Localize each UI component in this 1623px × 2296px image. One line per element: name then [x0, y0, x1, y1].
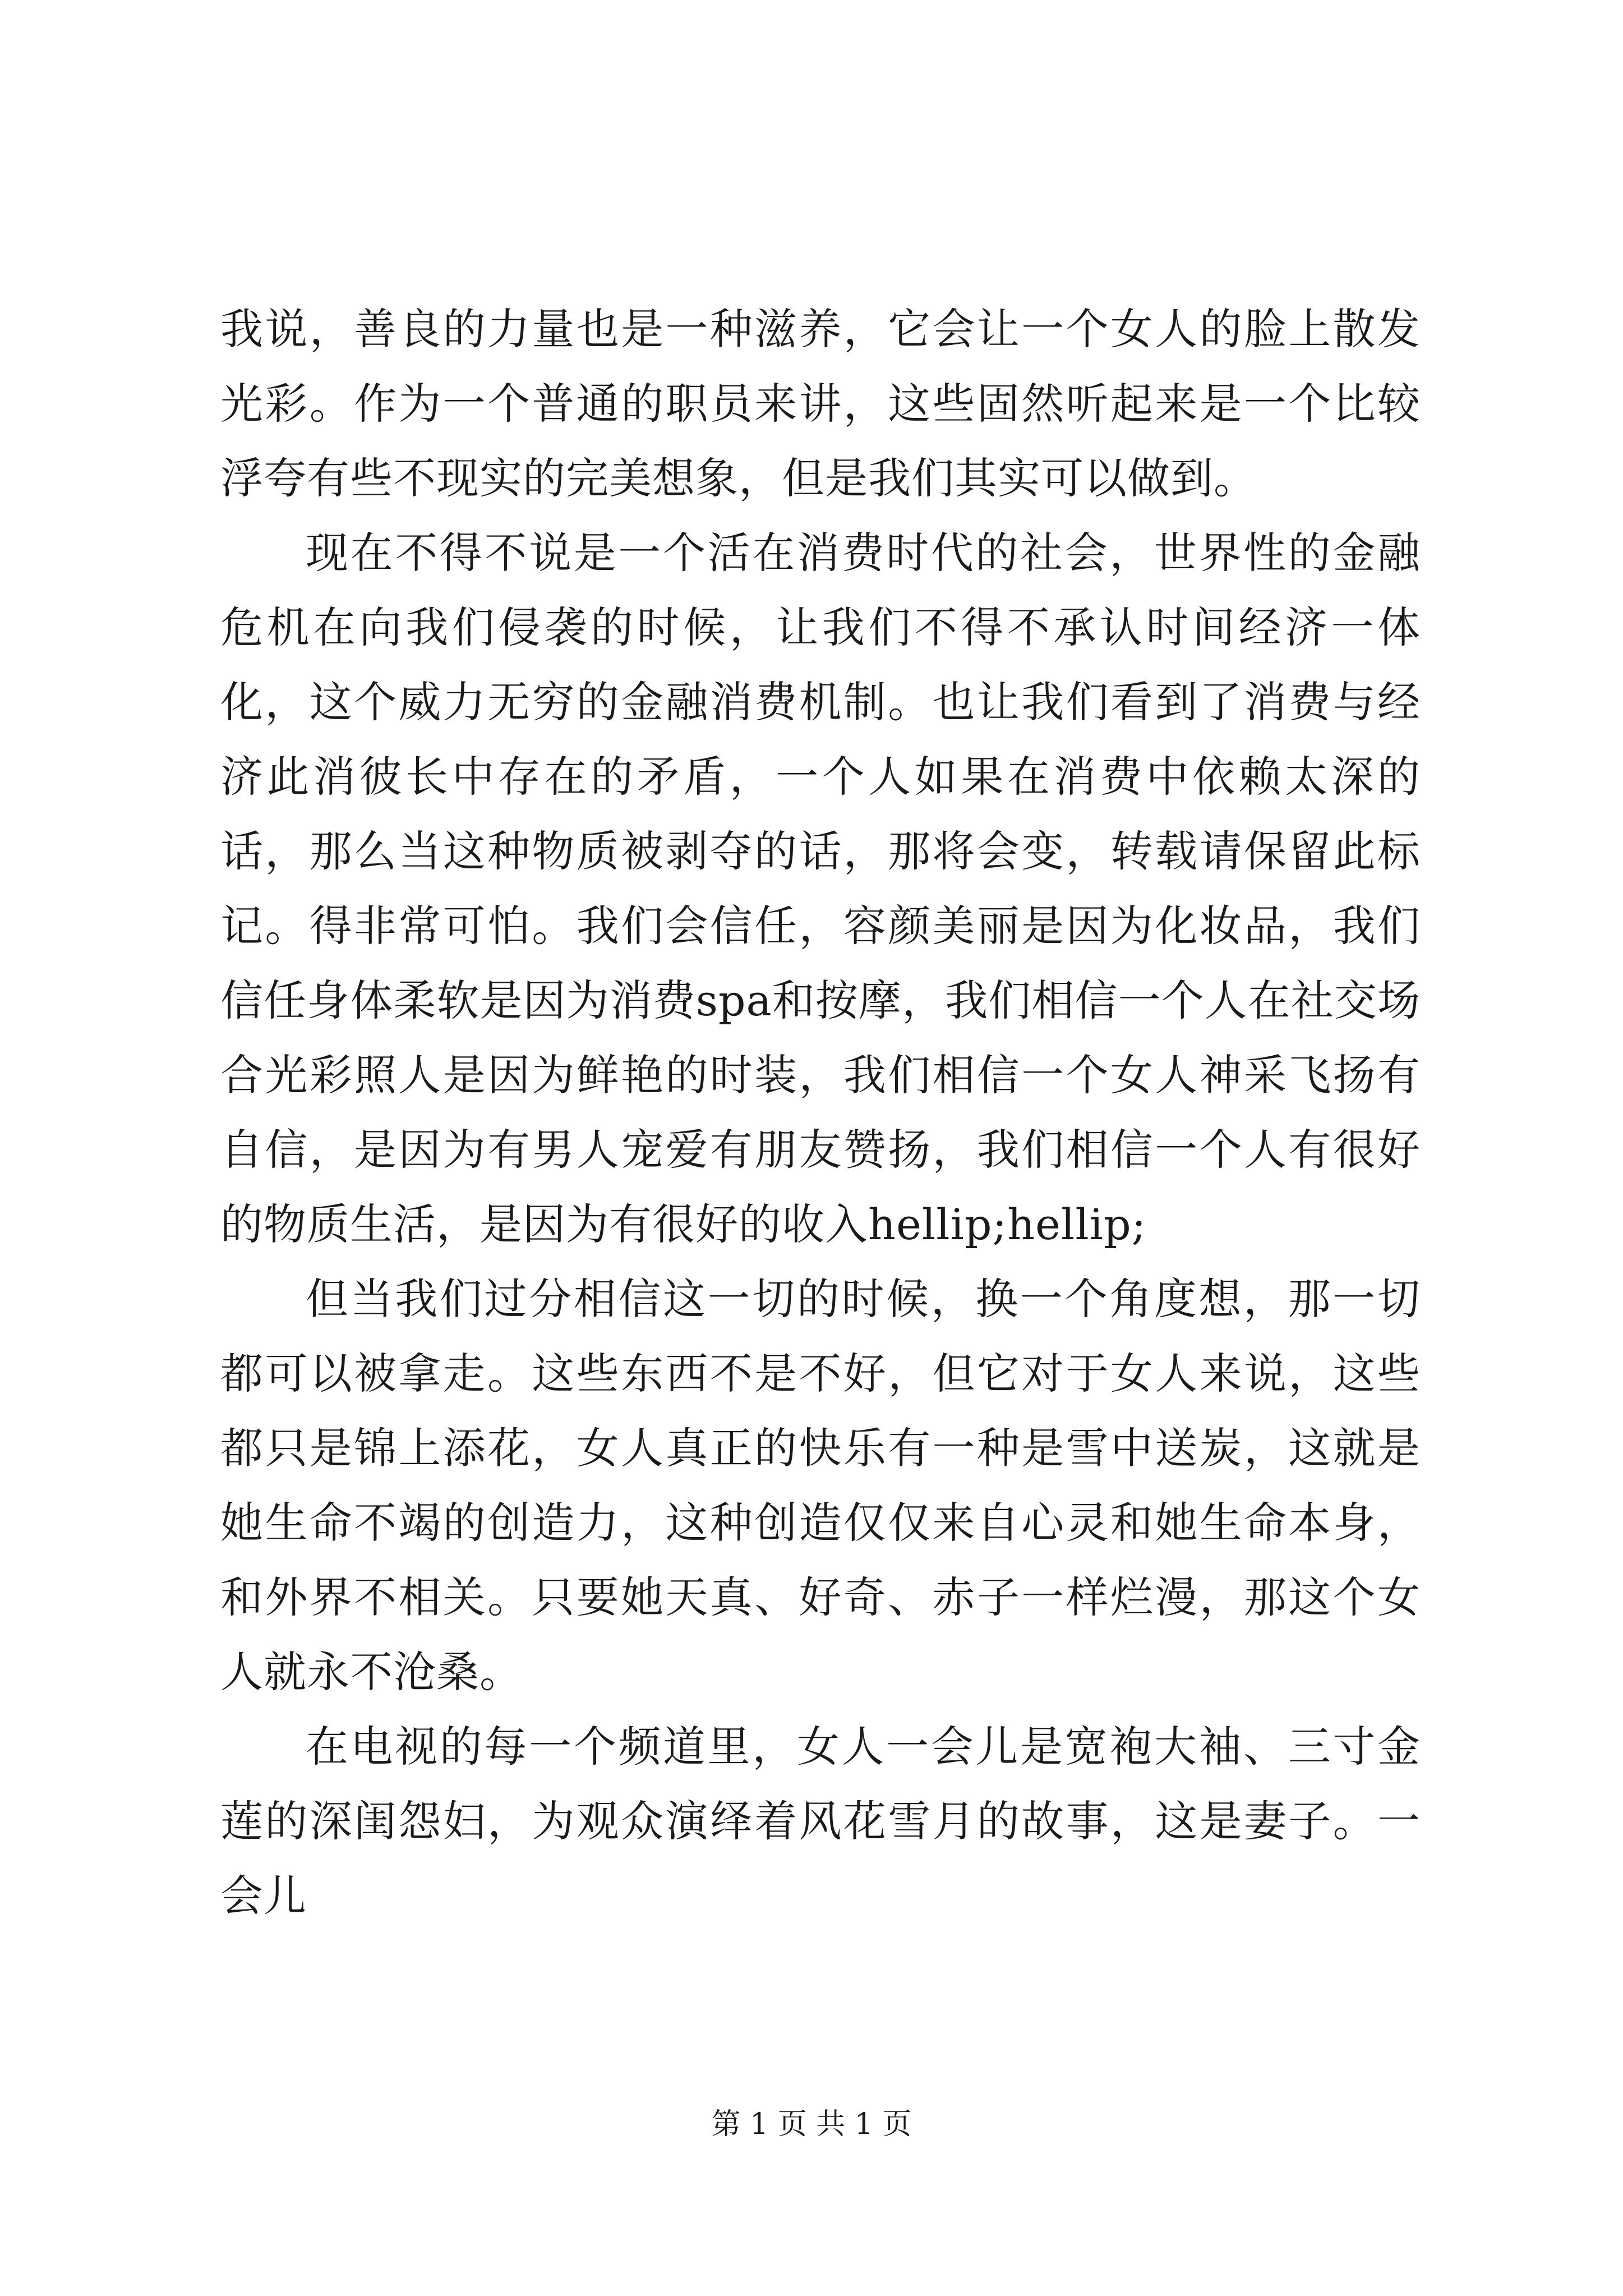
paragraph-1: 我说，善良的力量也是一种滋养，它会让一个女人的脸上散发光彩。作为一个普通的职员来讲，这些固然听起来是一个比较浮夸有些不现实的完美想象，但是我们其实可以做到。: [220, 304, 1421, 503]
paragraph-4: 在电视的每一个频道里，女人一会儿是宽袍大袖、三寸金莲的深闺怨妇，为观众演绎着风花雪月的故事，这是妻子。一会儿: [220, 1722, 1421, 1921]
paragraph-2: 现在不得不说是一个活在消费时代的社会，世界性的金融危机在向我们侵袭的时候，让我们不得不承认时间经济一体化，这个威力无穷的金融消费机制。也让我们看到了消费与经济此消彼长中存在的矛盾，一个人如果在消费中依赖太深的话，那么当这种物质被剥夺的话，那将会变，转载请保留此标记。得非常可怕。我们会信任，容颜美丽是因为化妆品，我们信任身体柔软是因为消费spa和按摩，我们相信一个人在社交场合光彩照人是因为鲜艳的时装，我们相信一个女人神采飞扬有自信，是因为有男人宠爱有朋友赞扬，我们相信一个人有很好的物质生活，是因为有很好的收入hellip;hellip;: [220, 528, 1421, 1249]
page-footer: 第 1 页 共 1 页: [711, 2108, 912, 2141]
document-body: [220, 292, 1421, 1933]
paragraph-3: 但当我们过分相信这一切的时候，换一个角度想，那一切都可以被拿走。这些东西不是不好，但它对于女人来说，这些都只是锦上添花，女人真正的快乐有一种是雪中送炭，这就是她生命不竭的创造力，这种创造仅仅来自心灵和她生命本身，和外界不相关。只要她天真、好奇、赤子一样烂漫，那这个女人就永不沧桑。: [220, 1274, 1421, 1697]
